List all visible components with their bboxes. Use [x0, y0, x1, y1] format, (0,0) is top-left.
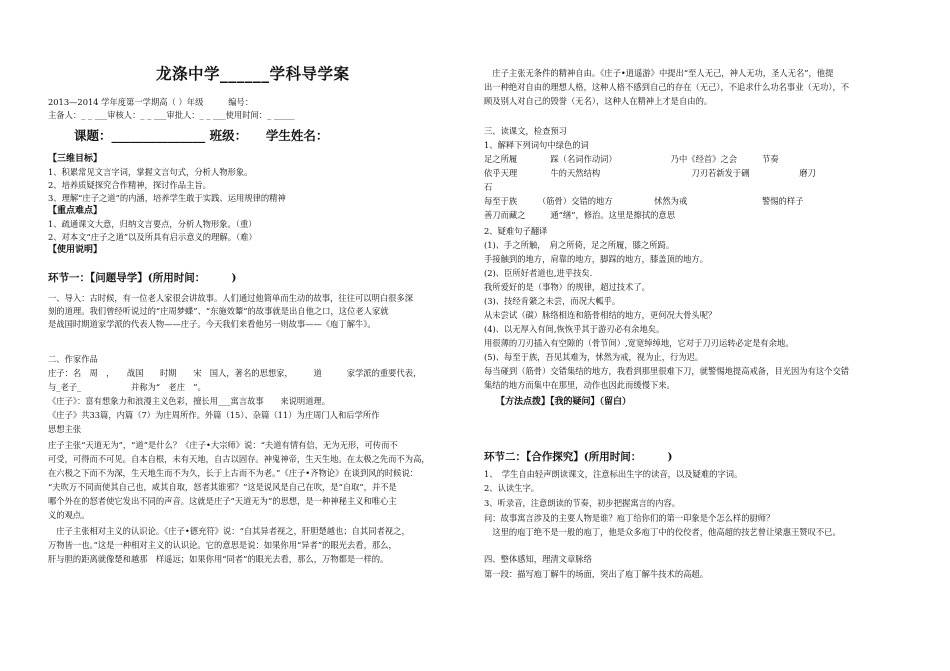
word-line: 每至于族 （筋骨）交错的地方 怵然为戒 警惕的样子	[484, 196, 804, 206]
author-line: 庄子：名 周 ， 战国 时期 宋 国人，著名的思想家， 道 家学派的重要代表，	[48, 368, 422, 378]
topic-line: 课题：_______________ 班级： 学生姓名：	[74, 128, 329, 143]
page-title: 龙涤中学______学科导学案	[156, 64, 350, 83]
author-line: 与_老子_ 并称为“ 老庄 ”。	[48, 382, 206, 392]
whole-line: 第一段：描写庖丁解牛的场面，突出了庖丁解牛技术的高超。	[484, 569, 709, 579]
word-line: 石	[484, 182, 493, 192]
trans-line: (5)、每至于族，吾见其难为，怵然为戒，视为止，行为迟。	[484, 352, 704, 362]
intro-line: 是战国时期道家学派的代表人物——庄子。今天我们来看他另一则故事——《庖丁解牛》。	[48, 319, 376, 329]
intro-line: 刻的道理。我们曾经听说过的“庄周梦蝶”、“东施效颦”的故事就是出自他之口，这位老人家就	[48, 306, 389, 316]
meta-line-2: 主备人：_ _ ___审核人：_ _ ___审批人：_ _ ___使用时间：_ _____	[48, 110, 295, 120]
author-line: 思想主张	[48, 424, 82, 434]
trans-line: (4)、以无厚入有间,恢恢乎其于游刃必有余地矣。	[484, 324, 665, 334]
trans-line: 集结的地方而集中在那里，动作也因此而缓慢下来。	[484, 380, 675, 390]
trans-line: 从未尝试（碳）脉络相连和筋骨相结的地方，更何况大骨头呢？	[484, 310, 717, 320]
usage-heading: 【使用说明】	[48, 245, 103, 255]
trans-line: 每当碰到（筋骨）交错集结的地方，我看到那里很难下刀，就警惕地提高戒备，目光因为有这个交错	[484, 366, 850, 376]
coop-line: 这里的庖丁绝不是一般的庖丁，他是众多庖丁中的佼佼者，他高超的技艺曾让梁惠王赞叹不已。	[484, 527, 841, 537]
section1-title: 环节一：【问题导学】(所用时间： )	[48, 272, 237, 284]
whole-heading: 四、整体感知，理清文章脉络	[484, 554, 592, 564]
thought-line: 庄子主张相对主义的认识论。《庄子•德充符》说：“自其异者视之，肝胆楚越也；自其同者视之，	[48, 526, 410, 536]
method-heading: 【方法点拨】【我的疑问】（留白）	[496, 397, 632, 407]
trans-line: (3)、技经肯綮之未尝，而况大軱乎。	[484, 296, 621, 306]
word-line: 依乎天理 牛的天然结构 刀刃若新发于硎 磨刀	[484, 168, 816, 178]
goals-heading: 【三维目标】	[48, 154, 103, 164]
thought-line: 哪个外在的怒者使它发出不同的声音。这就是庄子“天道无为”的思想，是一种神秘主义和唯心主	[48, 496, 397, 506]
thought-line: “夫吹万不同而使其自己也，咸其自取，怒者其谁邪？”这是说风是自己在吹，是“自取”，并不是	[48, 482, 397, 492]
word-line: 善刀而藏之 通“缮”，修治。这里是擦拭的意思	[484, 210, 676, 220]
author-heading: 二、作家作品	[48, 354, 98, 364]
thought-line: 可受，可得而不可见。自本自根，未有天地，自古以固存。神鬼神帝，生天生地。在太极之先而不为高，	[48, 454, 430, 464]
coop-line: 3、听录音，注意朗读的节奏，初步把握寓言的内容。	[484, 498, 681, 508]
coop-line: 1、 学生自由轻声朗读课文，注意标出生字的读音，以及疑难的字词。	[484, 469, 743, 479]
para-line: 庄子主张无条件的精神自由。《庄子•逍遥游》中提出“至人无己，神人无功，圣人无名”，他提	[484, 68, 834, 78]
trans-line: (2)、臣所好者道也,进乎技矣.	[484, 268, 593, 278]
thought-line: 庄子主张“天道无为”，“道”是什么？《庄子•大宗师》说：“夫道有情有信，无为无形，可传而不	[48, 440, 398, 450]
key-item: 1、疏通课文大意，归纳文言要点，分析人物形象。（重）	[48, 219, 257, 229]
trans-line: 我所爱好的是（事物）的规律，超过技术了。	[484, 282, 650, 292]
author-line: 《庄子》共33篇，内篇（7）为庄周所作。外篇（15）、杂篇（11）为庄周门人和后学所作	[48, 410, 380, 420]
key-heading: 【重点难点】	[48, 206, 103, 216]
goal-item: 3、理解“庄子之道”的内涵，培养学生敢于实践、运用规律的精神	[48, 193, 286, 203]
thought-line: 肝与胆的距离就像楚和越那 样遥远；如果你用“同者”的眼光去看，那么，万物都是一样的。	[48, 554, 389, 564]
para-line: 出一种绝对自由的理想人格，这种人格不感到自己的存在（无己），不追求什么功名事业（无功），不	[484, 82, 850, 92]
trans-line: 用很薄的刀刃插入有空隙的（骨节间）,宽宽绰绰地，它对于刀刃运转必定是有余地。	[484, 338, 794, 348]
coop-line: 2、认读生字。	[484, 483, 540, 493]
intro-line: 一、导入：古时候，有一位老人家很会讲故事。人们通过他简单而生动的故事，往往可以明白很多深	[48, 293, 414, 303]
explain-heading: 1、解释下列词句中绿色的词	[484, 140, 589, 150]
thought-line: 万物皆一也。”这是一种相对主义的认识论。它的意思是说：如果你用“异者”的眼光去看，那么，	[48, 540, 397, 550]
goal-item: 1、积累常见文言字词，掌握文言句式，分析人物形象。	[48, 167, 253, 177]
read-heading: 三、读课文，检查预习	[484, 126, 567, 136]
para-line: 顾及别人对自己的毁誉（无名），这种人在精神上才是自由的。	[484, 96, 713, 106]
author-line: 《庄子》：富有想象力和浪漫主义色彩，擅长用___寓言故事 来说明道理。	[48, 396, 331, 406]
word-line: 足之所履 踩（名词作动词） 乃中《经首》之会 节奏	[484, 154, 779, 164]
section2-title: 环节二：【合作探究】(所用时间： )	[484, 451, 673, 463]
trans-heading: 2、疑难句子翻译	[484, 226, 548, 236]
meta-line-1: 2013—2014 学年度第一学期高（ ）年级 编号：	[48, 97, 254, 107]
key-item: 2、对本文“庄子之道”以及所具有启示意义的理解。（难）	[48, 232, 257, 242]
trans-line: (1)、手之所触， 肩之所倚，足之所履，膝之所踦。	[484, 240, 675, 250]
thought-line: 在六极之下而不为深，生天地生而不为久，长于上古而不为老。”《庄子•齐物论》在谈到风的时候说：	[48, 468, 419, 478]
goal-item: 2、培养质疑探究合作精神，探讨作品主旨。	[48, 180, 211, 190]
trans-line: 手接触到的地方，肩靠的地方，脚踩的地方，膝盖顶的地方。	[484, 254, 709, 264]
coop-line: 问：故事寓言涉及的主要人物是谁？庖丁给你们的第一印象是个怎么样的厨师？	[484, 513, 775, 523]
thought-line: 义的观点。	[48, 510, 90, 520]
